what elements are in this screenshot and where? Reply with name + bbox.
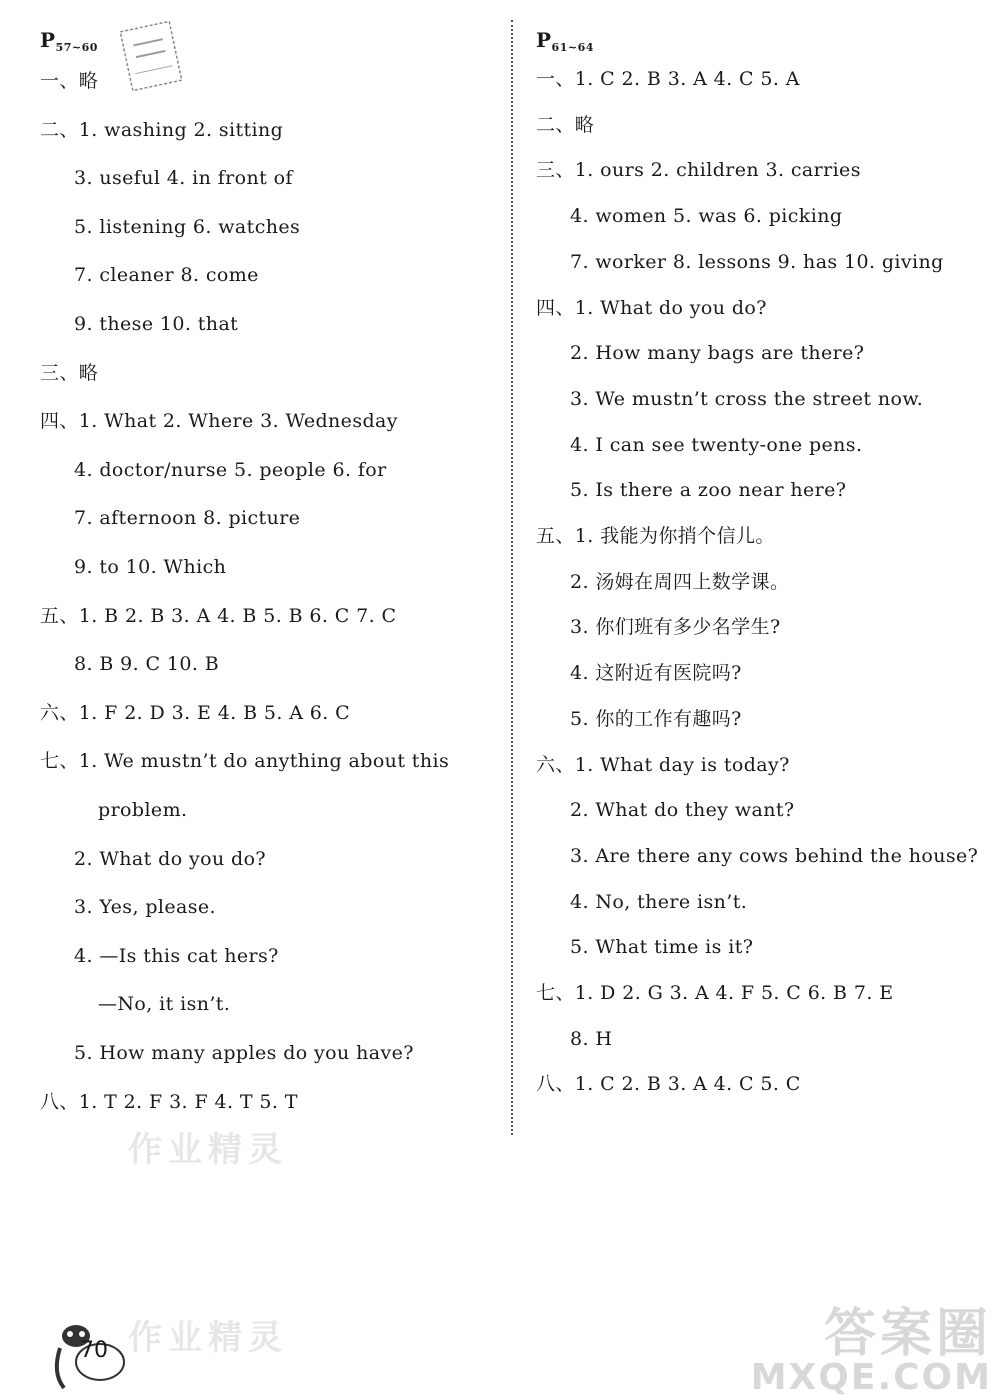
right-page-range: $P_{61\sim 64}$	[536, 28, 594, 54]
left-answer-line: problem.	[98, 799, 188, 821]
right-answer-line: 4. 这附近有医院吗?	[570, 662, 742, 685]
right-answer-line: 五、1. 我能为你捎个信儿。	[536, 525, 775, 547]
left-answer-line: 9. to 10. Which	[74, 556, 227, 578]
right-answer-line: 一、1. C 2. B 3. A 4. C 5. A	[536, 68, 800, 90]
seal-stamp-icon	[113, 14, 189, 97]
left-answer-line: 三、略	[40, 361, 99, 384]
brand-main: 答案圈	[823, 1304, 992, 1364]
left-answer-line: 七、1. We mustn’t do anything about this	[40, 750, 450, 773]
left-answer-line: 4. doctor/nurse 5. people 6. for	[74, 458, 387, 481]
right-answer-line: 八、1. C 2. B 3. A 4. C 5. C	[536, 1073, 801, 1096]
left-answer-line: 7. cleaner 8. come	[74, 264, 259, 287]
left-page-range: $P_{57\sim 60}$	[40, 28, 98, 54]
right-answer-line: 5. 你的工作有趣吗?	[570, 707, 742, 730]
left-answer-line: 7. afternoon 8. picture	[74, 507, 301, 530]
left-answer-line: 9. these 10. that	[74, 313, 239, 335]
left-answer-line: 4. —Is this cat hers?	[74, 944, 279, 967]
left-answer-line: 六、1. F 2. D 3. E 4. B 5. A 6. C	[40, 701, 351, 724]
left-answer-line: 一、略	[40, 70, 99, 92]
right-answer-line: 4. No, there isn’t.	[570, 890, 748, 913]
right-answer-line: 3. Are there any cows behind the house?	[570, 844, 979, 867]
left-answer-line: 5. listening 6. watches	[74, 215, 301, 238]
right-answer-line: 7. worker 8. lessons 9. has 10. giving	[570, 250, 944, 273]
page-number: 70	[80, 1338, 108, 1363]
right-answer-line: 3. We mustn’t cross the street now.	[570, 387, 924, 410]
brand-sub: MXQE.COM	[750, 1357, 992, 1398]
left-answer-line: —No, it isn’t.	[98, 993, 231, 1016]
right-answer-line: 四、1. What do you do?	[536, 296, 767, 319]
brand-watermark-logo	[750, 1304, 992, 1398]
right-answer-line: 3. 你们班有多少名学生?	[570, 616, 781, 639]
right-answer-line: 三、1. ours 2. children 3. carries	[536, 159, 861, 182]
right-answer-line: 二、略	[536, 113, 595, 136]
left-answer-line: 四、1. What 2. Where 3. Wednesday	[40, 410, 398, 433]
left-answer-line: 5. How many apples do you have?	[74, 1042, 414, 1064]
right-answer-line: 4. I can see twenty-one pens.	[570, 433, 863, 456]
right-answer-line: 2. How many bags are there?	[570, 342, 865, 365]
left-answer-line: 3. useful 4. in front of	[74, 167, 293, 190]
right-answer-line: 4. women 5. was 6. picking	[570, 205, 843, 228]
right-answer-line: 2. What do they want?	[570, 799, 795, 822]
left-answer-line: 8. B 9. C 10. B	[74, 653, 220, 676]
column-divider	[511, 20, 513, 1135]
right-answer-line: 七、1. D 2. G 3. A 4. F 5. C 6. B 7. E	[536, 982, 894, 1004]
right-answer-line: 5. What time is it?	[570, 936, 754, 959]
right-answer-line: 5. Is there a zoo near here?	[570, 479, 847, 502]
right-answer-line: 2. 汤姆在周四上数学课。	[570, 570, 790, 593]
left-answer-line: 五、1. B 2. B 3. A 4. B 5. B 6. C 7. C	[40, 604, 397, 627]
watermark-upper: 作业精灵	[128, 1130, 288, 1170]
watermark-lower: 作业精灵	[128, 1318, 288, 1358]
left-answer-line: 3. Yes, please.	[74, 896, 216, 919]
left-answer-line: 八、1. T 2. F 3. F 4. T 5. T	[40, 1090, 298, 1113]
right-answer-line: 六、1. What day is today?	[536, 753, 790, 776]
left-answer-line: 2. What do you do?	[74, 847, 267, 870]
left-answer-line: 二、1. washing 2. sitting	[40, 118, 284, 141]
right-answer-line: 8. H	[570, 1027, 613, 1050]
